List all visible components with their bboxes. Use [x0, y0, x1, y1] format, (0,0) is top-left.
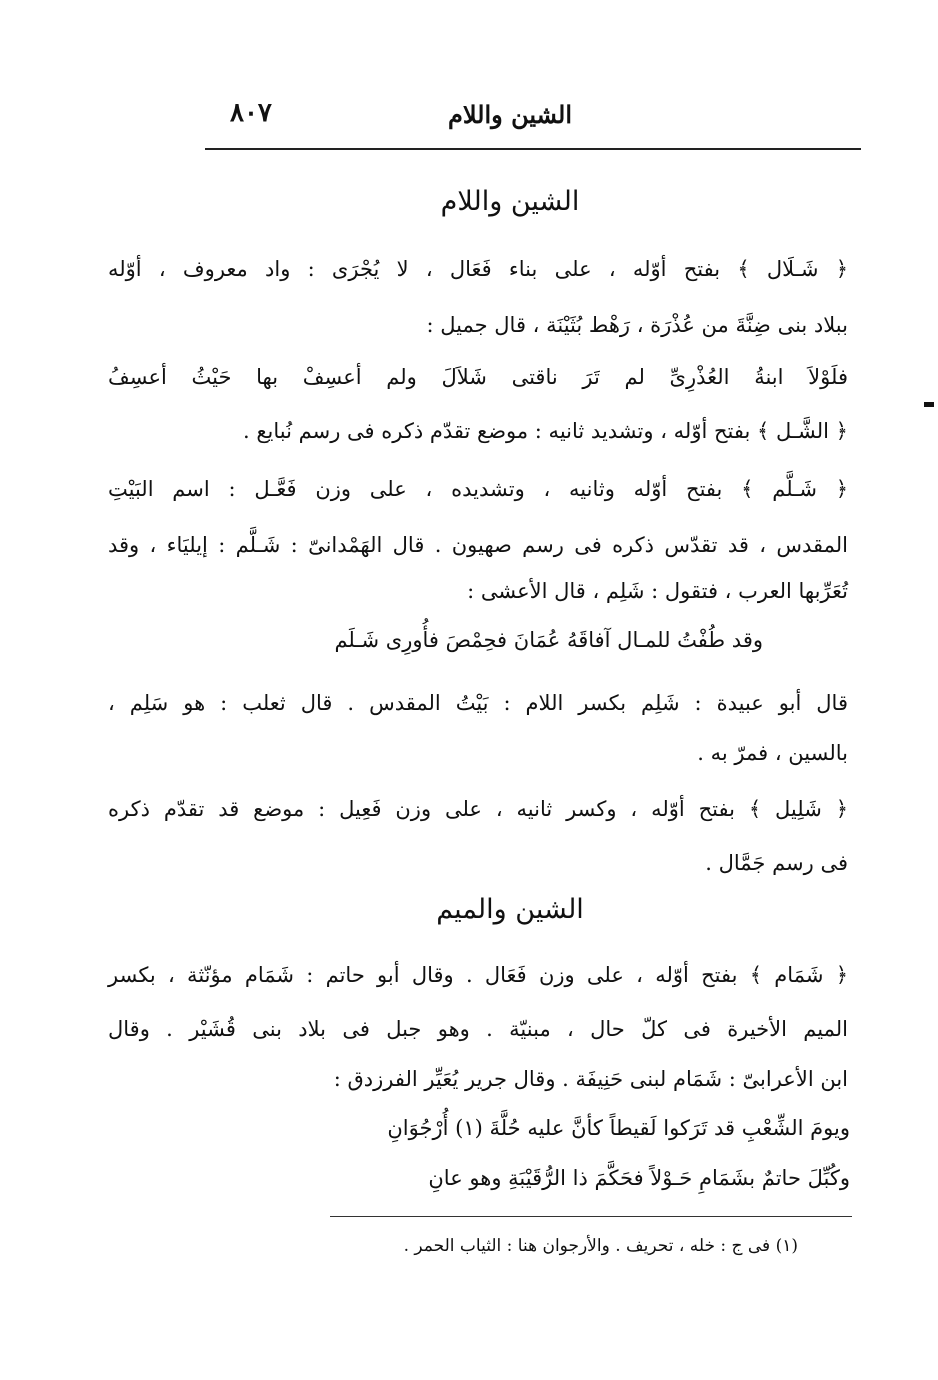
footnote-rule [330, 1216, 852, 1217]
section-heading-shin-lam: الشين واللام [440, 186, 580, 217]
verse-line: وقد طُفْتُ للمـال آفاقَهُ عُمَانَ فحِمْصَ فأُورِى شَـلَم [334, 628, 763, 652]
page-number: ٨٠٧ [230, 98, 272, 128]
header-rule [205, 148, 861, 150]
text-line: ببلاد بنى ضِنَّةَ من عُذْرَة ، رَهْط بُثَيْنَة ، قال جميل : [426, 313, 848, 337]
text-line: المقدس ، قد تقدّس ذكره فى رسم صهيون . قال الهَمْدانىّ : شَـلَّم : إيليَاء ، وقد [108, 533, 848, 557]
footnote: (١) فى ج : خله ، تحريف . والأرجوان هنا : الثياب الحمر . [403, 1236, 798, 1256]
text-line: الميم الأخيرة فى كلّ حال ، مبنيّة . وهو جبل فى بلاد بنى قُشَيْر . وقال [108, 1017, 848, 1041]
text-line: ابن الأعرابىّ : شَمَام لبنى حَنِيفَة . وقال جرير يُعَيِّر الفرزدق : [333, 1067, 848, 1091]
verse-line: ويومَ الشِّعْبِ قد تَرَكوا لَقيطاً كأنَّ عليه حُلَّةَ (١) أُرْجُوَانِ [387, 1116, 850, 1140]
verse-line: فلَوْلاَ ابنةُ العُذْرِىِّ لم تَرَ ناقتى شَلاَلَ ولم أعسِفْ بها حَيْثُ أعسِفُ [108, 365, 848, 389]
text-line: قال أبو عبيدة : شَلِم بكسر اللام : بَيْتُ المقدس . قال ثعلب : هو سَلِم ، [108, 691, 848, 715]
text-line: ﴿ شَلِيل ﴾ بفتح أوّله ، وكسر ثانيه ، على وزن فَعِيل : موضع قد تقدّم ذكره [108, 797, 848, 821]
text-line: ﴿ شَـلَّم ﴾ بفتح أوّله وثانيه ، وتشديده ، على وزن فَعَّـل : اسم البَيْتِ [108, 477, 848, 501]
text-line: بالسين ، فمرّ به . [697, 741, 848, 765]
text-line: تُعَرِّبها العرب ، فتقول : شَلِم ، قال الأعشى : [467, 579, 848, 603]
text-line: ﴿ شَـلَال ﴾ بفتح أوّله ، على بناء فَعَال ، لا يُجْرَى : واد معروف ، أوّله [108, 257, 848, 281]
margin-mark [924, 402, 934, 407]
text-line: ﴿ الشَّـل ﴾ بفتح أوّله ، وتشديد ثانيه : موضع تقدّم ذكره فى رسم نُبايع . [243, 419, 848, 443]
verse-line: وكُبِّلَ حاتمٌ بشَمَامِ حَـوْلاً فحَكَّمَ ذا الرُّقَيْبَةِ وهو عانِ [428, 1166, 850, 1190]
section-heading-shin-mim: الشين والميم [436, 894, 584, 925]
text-line: ﴿ شَمَام ﴾ بفتح أوّله ، على وزن فَعَال . وقال أبو حاتم : شَمَام مؤنّثة ، بكسر [108, 963, 848, 987]
running-header-title: الشين واللام [447, 100, 572, 129]
text-line: فى رسم جَمَّال . [705, 851, 848, 875]
